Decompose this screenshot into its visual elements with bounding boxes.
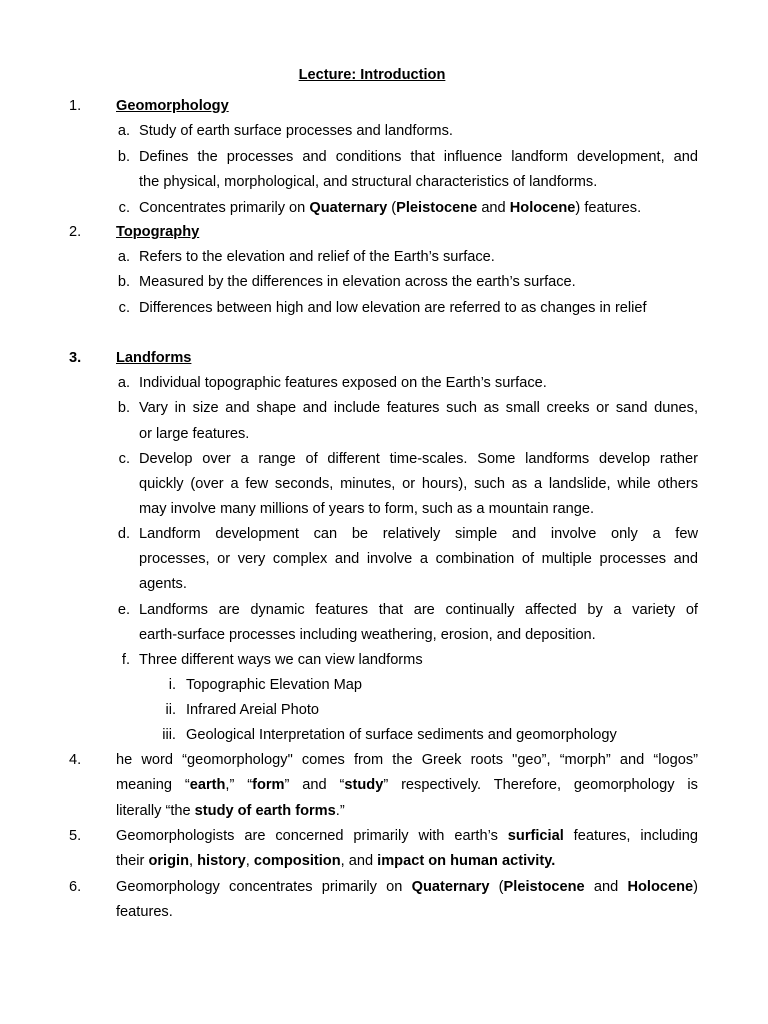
section-6-line-1 [116,877,698,897]
item-label: a. [117,123,130,139]
text-run: features, including [563,828,698,844]
section-5-number: 5. [69,828,82,844]
text-run: Concentrates primarily on [139,200,310,216]
text-run: and [584,879,628,895]
text-run: ) [693,879,698,895]
item-label: c. [118,300,130,316]
section-4-line-1: he word “geomorphology" comes from the Greek roots "geo”, “morph” and “logos” [116,752,698,768]
bold-term: composition [253,853,341,869]
text-run: , [245,853,254,869]
bold-term: surficial [507,828,564,844]
item-label: a. [117,249,130,265]
text-run: and [477,200,510,216]
subitem-label: i. [168,677,176,693]
item-label: f. [121,652,130,668]
section-6-number: 6. [69,879,82,895]
text-run: ( [489,879,504,895]
item-label: a. [117,375,130,391]
section-4-number: 4. [69,752,82,768]
item-label: b. [117,274,130,290]
section-3-item-c-line-2: quickly (over a few seconds, minutes, or hours), such as a landslide, while others [139,476,698,492]
section-3-subitem-iii: Geological Interpretation of surface sediments and geomorphology [186,727,617,743]
text-run: ” respectively. Therefore, geomorphology is [383,777,698,793]
bold-term: form [252,777,285,793]
bold-term: Quaternary [411,879,490,895]
bold-term: impact on human activity. [377,853,556,869]
bold-term: study of earth forms [194,803,336,819]
section-3-item-c-line-1: Develop over a range of different time-scales. Some landforms develop rather [139,451,698,467]
section-2-number: 2. [69,224,82,240]
section-2-item-a: Refers to the elevation and relief of the Earth’s surface. [139,249,495,265]
section-3-item-a: Individual topographic features exposed on the Earth’s surface. [139,375,547,391]
bold-term: Pleistocene [503,879,585,895]
section-1-number: 1. [69,98,82,114]
text-run: ,” “ [225,777,253,793]
section-1-item-b-line-2: the physical, morphological, and structural characteristics of landforms. [139,174,598,190]
section-3-item-d-line-1: Landform development can be relatively simple and involve only a few [139,526,698,542]
text-run: meaning “ [116,777,190,793]
item-label: c. [118,451,130,467]
subitem-label: ii. [165,702,176,718]
item-label: c. [118,200,130,216]
section-1-item-b-line-1: Defines the processes and conditions that influence landform development, and [139,149,698,165]
section-1-item-c [139,198,641,218]
bold-term: Pleistocene [396,200,478,216]
bold-term: Holocene [627,879,694,895]
item-label: b. [117,149,130,165]
section-3-number: 3. [69,350,82,366]
section-3-item-b-line-2: or large features. [139,426,250,442]
bold-term: Quaternary [309,200,388,216]
section-1-item-a: Study of earth surface processes and landforms. [139,123,453,139]
bold-term: Holocene [509,200,576,216]
section-3-item-f: Three different ways we can view landforms [139,652,423,668]
section-3-item-d-line-2: processes, or very complex and involve a combination of multiple processes and [139,551,698,567]
text-run: their [116,853,149,869]
section-3-item-e-line-1: Landforms are dynamic features that are continually affected by a variety of [139,602,698,618]
section-2-item-c: Differences between high and low elevation are referred to as changes in relief [139,300,647,316]
section-2-heading: Topography [116,224,200,240]
text-run: , [189,853,198,869]
item-label: d. [117,526,130,542]
subitem-label: iii. [162,727,176,743]
section-4-line-3 [116,801,345,821]
text-run: Geomorphology concentrates primarily on [116,879,412,895]
text-run: , and [340,853,378,869]
section-5-line-2 [116,851,555,871]
section-2-item-b: Measured by the differences in elevation across the earth’s surface. [139,274,576,290]
bold-term: study [344,777,384,793]
item-label: b. [117,400,130,416]
text-run: ) features. [575,200,642,216]
bold-term: origin [148,853,189,869]
section-3-item-d-line-3: agents. [139,576,187,592]
section-3-heading: Landforms [116,350,192,366]
page-title: Lecture: Introduction [298,67,446,83]
text-run: literally “the [116,803,195,819]
bold-term: earth [189,777,226,793]
bold-term: history [197,853,246,869]
section-3-item-c-line-3: may involve many millions of years to form, such as a mountain range. [139,501,595,517]
section-3-subitem-i: Topographic Elevation Map [186,677,363,693]
section-3-subitem-ii: Infrared Areial Photo [186,702,320,718]
section-3-item-b-line-1: Vary in size and shape and include features such as small creeks or sand dunes, [139,400,698,416]
section-4-line-2 [116,775,698,795]
item-label: e. [117,602,130,618]
section-3-item-e-line-2: earth-surface processes including weathering, erosion, and deposition. [139,627,596,643]
section-1-heading: Geomorphology [116,98,229,114]
text-run: ” and “ [284,777,345,793]
text-run: Geomorphologists are concerned primarily with earth’s [116,828,508,844]
text-run: .” [335,803,345,819]
text-run: ( [387,200,397,216]
section-5-line-1 [116,826,698,846]
section-6-line-2: features. [116,904,173,920]
